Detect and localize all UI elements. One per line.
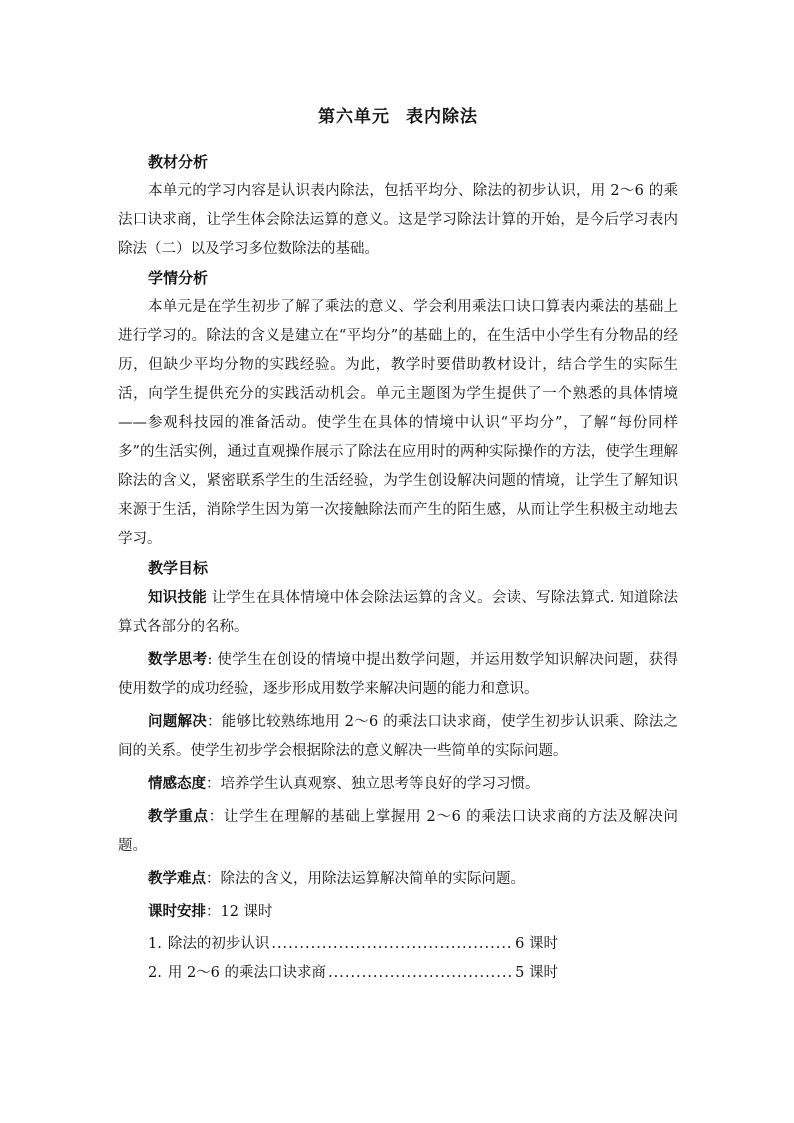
goal-text: ：12 课时: [206, 904, 273, 920]
leader-dots: [328, 959, 513, 988]
goal-text: ：除法的含义，用除法运算解决简单的实际问题。: [206, 871, 525, 887]
schedule-item: [118, 959, 558, 988]
schedule-number: 2.: [148, 965, 162, 981]
leader-dots: [271, 930, 513, 959]
schedule-hours: 6 课时: [515, 936, 558, 952]
heading-student-analysis: 学情分析: [148, 269, 209, 287]
goal-label: 情感态度: [148, 775, 206, 792]
schedule-title: 用 2～6 的乘法口诀求商: [167, 965, 327, 981]
paragraph-student-analysis: 本单元是在学生初步了解了乘法的意义、学会利用乘法口诀口算表内乘法的基础上进行学习的。除法的含义是建立在“平均分”的基础上的，在生活中小学生有分物品的经历，但缺少平均分物的实践经验。为此，教学时要借助教材设计，结合学生的实际生活，向学生提供充分的实践活动机会。单元主题图为学生提供了一个熟悉的具体情境——参观科技园的准备活动。使学生在具体的情境中认识“平均分”，了解“每份同样多”的生活实例，通过直观操作展示了除法在应用时的两种实际操作的方法，使学生理解除法的含义，紧密联系学生的生活经验，为学生创设解决问题的情境，让学生了解知识来源于生活，消除学生因为第一次接触除法而产生的陌生感，从而让学生积极主动地去学习。: [118, 299, 678, 547]
goal-text: ：让学生在理解的基础上掌握用 2～6 的乘法口诀求商的方法及解决问题。: [118, 809, 679, 854]
goal-schedule: [118, 897, 678, 927]
goal-text: : 使学生在创设的情境中提出数学问题，并运用数学知识解决问题，获得使用数学的成功经验，逐步形成用数学来解决问题的能力和意识。: [118, 652, 679, 697]
goal-label: 课时安排: [148, 903, 206, 920]
goal-knowledge-skills: [118, 583, 678, 642]
title-topic: 表内除法: [406, 107, 478, 127]
paragraph-material-analysis: 本单元的学习内容是认识表内除法，包括平均分、除法的初步认识，用 2～6 的乘法口诀求商，让学生体会除法运算的意义。这是学习除法计算的开始，是今后学习表内除法（二）以及学习多位数除法的基础。: [118, 183, 678, 257]
schedule-number: 1.: [148, 936, 162, 952]
goal-text: ：培养学生认真观察、独立思考等良好的学习习惯。: [206, 776, 540, 792]
goal-attitude: [118, 769, 678, 799]
goal-difficulties: [118, 864, 678, 894]
schedule-title: 除法的初步认识: [167, 936, 270, 952]
page-title: [118, 102, 678, 132]
goal-label: 知识技能: [148, 589, 207, 606]
goal-text: 让学生在具体情境中体会除法运算的含义。会读、写除法算式. 知道除法算式各部分的名称。: [118, 590, 679, 635]
goal-key-points: [118, 802, 678, 861]
goal-label: 教学重点: [148, 808, 209, 825]
heading-material-analysis: 教材分析: [148, 153, 209, 171]
title-unit: 第六单元: [318, 107, 390, 127]
goal-label: 问题解决: [148, 713, 208, 730]
goal-text: ：能够比较熟练地用 2～6 的乘法口诀求商，使学生初步认识乘、除法之间的关系。使学生初步学会根据除法的意义解决一些简单的实际问题。: [118, 714, 679, 759]
schedule-item: [118, 930, 558, 959]
heading-teaching-goals: 教学目标: [148, 559, 209, 577]
goal-label: 教学难点: [148, 870, 206, 887]
goal-label: 数学思考: [148, 651, 208, 668]
goal-math-thinking: [118, 645, 678, 704]
document-content: [118, 102, 678, 988]
schedule-hours: 5 课时: [515, 965, 558, 981]
goal-problem-solving: [118, 707, 678, 766]
